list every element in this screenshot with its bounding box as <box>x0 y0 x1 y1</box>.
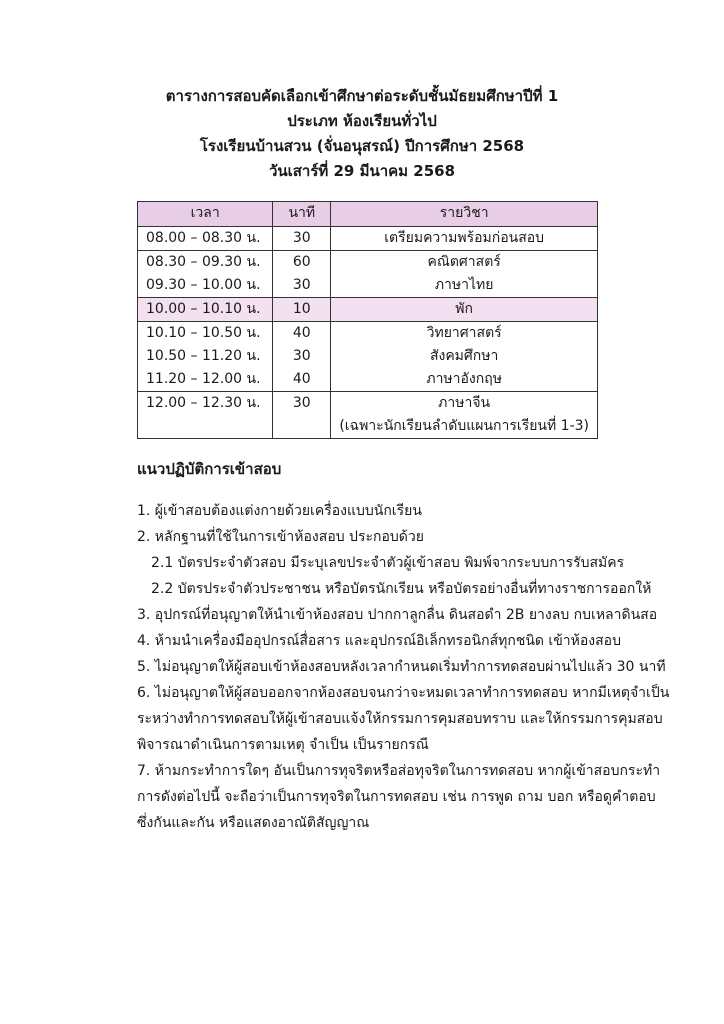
guideline-subitem: 2.2 บัตรประจำตัวประชาชน หรือบัตรนักเรียน หรือบัตรอย่างอื่นที่ทางราชการออกให้ <box>151 581 652 597</box>
header-subject: รายวิชา <box>331 202 598 227</box>
title-line-4: วันเสาร์ที่ 29 มีนาคม 2568 <box>268 162 456 180</box>
minutes-cell <box>273 251 331 298</box>
subject-cell <box>331 298 598 322</box>
time-value: 10.00 – 10.10 น. <box>146 301 261 317</box>
table-header-row <box>138 202 598 227</box>
guideline-item: 1. ผู้เข้าสอบต้องแต่งกายด้วยเครื่องแบบนักเรียน <box>137 503 422 519</box>
time-value: 09.30 – 10.00 น. <box>146 277 261 293</box>
subject-note: (เฉพาะนักเรียนลำดับแผนการเรียนที่ 1-3) <box>339 418 589 434</box>
guideline-item-continued: พิจารณาดำเนินการตามเหตุ จำเป็น เป็นรายกรณี <box>137 737 429 753</box>
minutes-value: 30 <box>292 348 311 364</box>
document-title <box>0 84 724 184</box>
header-minutes: นาที <box>273 202 331 227</box>
header-time: เวลา <box>138 202 273 227</box>
time-cell <box>138 227 273 251</box>
minutes-value: 10 <box>292 301 311 317</box>
minutes-value: 60 <box>292 254 311 270</box>
time-value: 10.50 – 11.20 น. <box>146 348 261 364</box>
subject-cell <box>331 227 598 251</box>
time-cell <box>138 322 273 392</box>
guideline-item: 3. อุปกรณ์ที่อนุญาตให้นำเข้าห้องสอบ ปากกาลูกลื่น ดินสอดำ 2B ยางลบ กบเหลาดินสอ <box>137 607 658 623</box>
time-value: 12.00 – 12.30 น. <box>146 395 261 411</box>
minutes-cell <box>273 322 331 392</box>
time-value: 11.20 – 12.00 น. <box>146 371 261 387</box>
minutes-value: 30 <box>292 277 311 293</box>
subject-value: ภาษาไทย <box>434 277 494 293</box>
title-line-3: โรงเรียนบ้านสวน (จั่นอนุสรณ์) ปีการศึกษา 2568 <box>199 137 525 155</box>
subject-cell <box>331 392 598 439</box>
guideline-item: 2. หลักฐานที่ใช้ในการเข้าห้องสอบ ประกอบด้วย <box>137 529 424 545</box>
guidelines-heading: แนวปฏิบัติการเข้าสอบ <box>137 460 282 478</box>
minutes-cell <box>273 227 331 251</box>
minutes-cell <box>273 392 331 439</box>
subject-value: ภาษาอังกฤษ <box>426 371 502 387</box>
table-row-break <box>138 298 598 322</box>
time-value: 10.10 – 10.50 น. <box>146 325 261 341</box>
time-value: 08.00 – 08.30 น. <box>146 230 261 246</box>
subject-cell <box>331 251 598 298</box>
guideline-item: 4. ห้ามนำเครื่องมืออุปกรณ์สื่อสาร และอุปกรณ์อิเล็กทรอนิกส์ทุกชนิด เข้าห้องสอบ <box>137 633 621 649</box>
minutes-cell <box>273 298 331 322</box>
time-cell <box>138 298 273 322</box>
time-cell <box>138 392 273 439</box>
guideline-item: 5. ไม่อนุญาตให้ผู้สอบเข้าห้องสอบหลังเวลากำหนดเริ่มทำการทดสอบผ่านไปแล้ว 30 นาที <box>137 659 666 675</box>
time-value: 08.30 – 09.30 น. <box>146 254 261 270</box>
exam-schedule-table <box>137 201 598 439</box>
guideline-subitem: 2.1 บัตรประจำตัวสอบ มีระบุเลขประจำตัวผู้เข้าสอบ พิมพ์จากระบบการรับสมัคร <box>151 555 625 571</box>
guidelines-list <box>137 498 670 836</box>
subject-value: พัก <box>455 301 474 317</box>
table-row <box>138 322 598 392</box>
subject-cell <box>331 322 598 392</box>
subject-value: คณิตศาสตร์ <box>427 254 501 270</box>
subject-value: วิทยาศาสตร์ <box>426 325 502 341</box>
table-row <box>138 227 598 251</box>
title-line-2: ประเภท ห้องเรียนทั่วไป <box>287 112 437 130</box>
subject-value: สังคมศึกษา <box>429 348 499 364</box>
minutes-value: 30 <box>292 395 311 411</box>
guideline-item: 6. ไม่อนุญาตให้ผู้สอบออกจากห้องสอบจนกว่าจะหมดเวลาทำการทดสอบ หากมีเหตุจำเป็น <box>137 685 670 701</box>
time-cell <box>138 251 273 298</box>
guideline-item-continued: การดังต่อไปนี้ จะถือว่าเป็นการทุจริตในการทดสอบ เช่น การพูด ถาม บอก หรือดูคำตอบ <box>137 789 656 805</box>
minutes-value: 40 <box>292 371 311 387</box>
guideline-item-continued: ซึ่งกันและกัน หรือแสดงอาณัติสัญญาณ <box>137 815 370 831</box>
minutes-value: 40 <box>292 325 311 341</box>
minutes-value: 30 <box>292 230 311 246</box>
subject-value: ภาษาจีน <box>438 395 491 411</box>
guideline-item: 7. ห้ามกระทำการใดๆ อันเป็นการทุจริตหรือส่อทุจริตในการทดสอบ หากผู้เข้าสอบกระทำ <box>137 763 661 779</box>
table-row <box>138 392 598 439</box>
title-line-1: ตารางการสอบคัดเลือกเข้าศึกษาต่อระดับชั้นมัธยมศึกษาปีที่ 1 <box>165 87 559 105</box>
subject-value: เตรียมความพร้อมก่อนสอบ <box>384 230 545 246</box>
table-row <box>138 251 598 298</box>
guideline-item-continued: ระหว่างทำการทดสอบให้ผู้เข้าสอบแจ้งให้กรรมการคุมสอบทราบ และให้กรรมการคุมสอบ <box>137 711 663 727</box>
